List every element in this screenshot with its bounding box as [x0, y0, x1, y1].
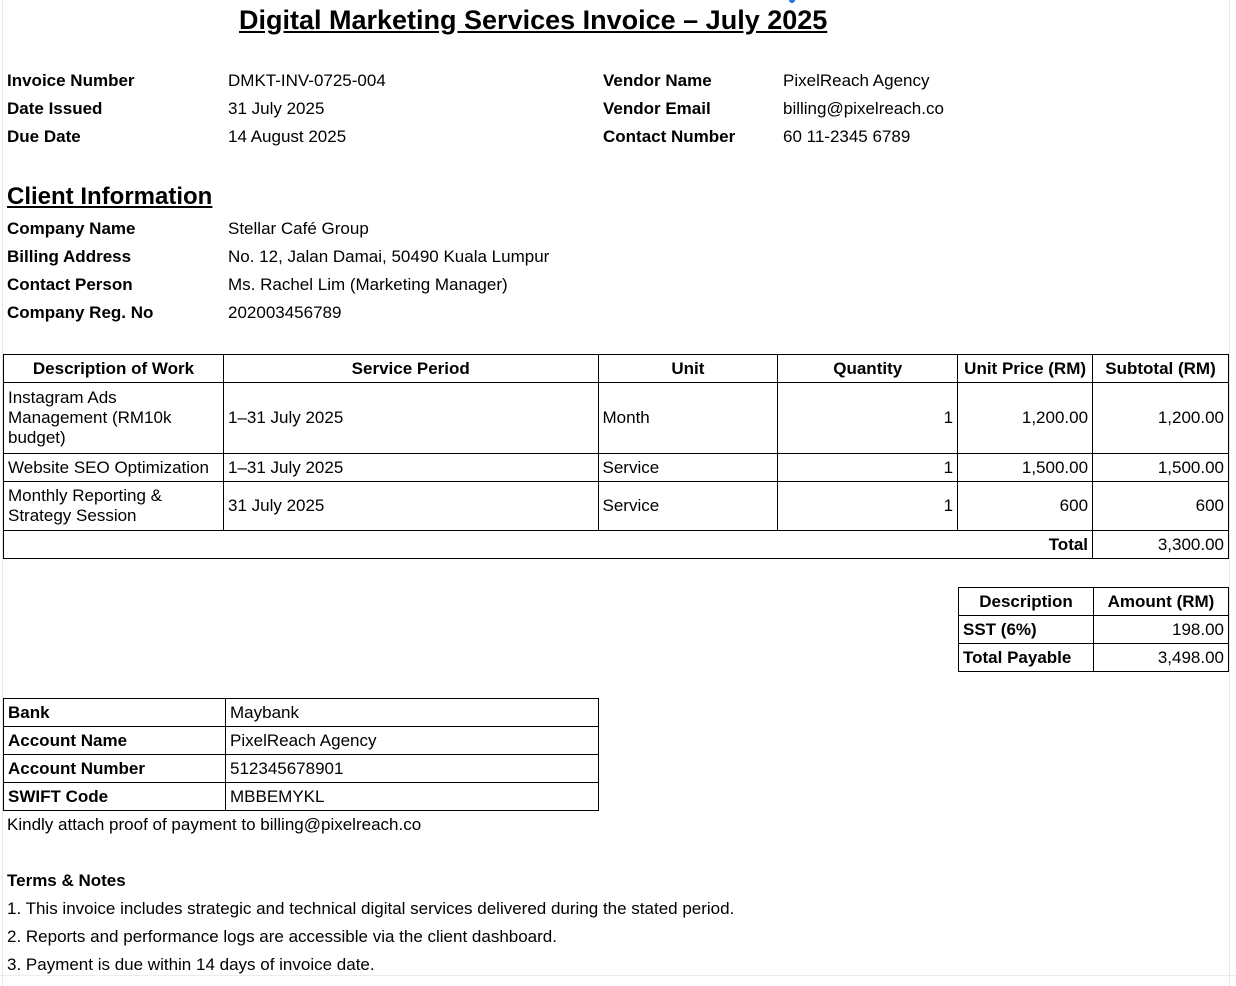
- col-header: Unit: [598, 355, 778, 383]
- bank-details-table: [3, 698, 599, 811]
- table-row: [4, 727, 599, 755]
- cell-description: Website SEO Optimization: [4, 454, 224, 482]
- contact-person-value: Ms. Rachel Lim (Marketing Manager): [228, 275, 508, 294]
- bank-value: Maybank: [226, 699, 599, 727]
- table-row: [959, 616, 1229, 644]
- vendor-email-value: billing@pixelreach.co: [783, 99, 944, 118]
- bank-label: Bank: [4, 699, 226, 727]
- due-date-value: 14 August 2025: [228, 127, 347, 146]
- company-name-label: Company Name: [7, 219, 136, 238]
- col-header: Description: [959, 588, 1094, 616]
- contact-number-label: Contact Number: [603, 127, 736, 146]
- col-header: Subtotal (RM): [1093, 355, 1229, 383]
- table-row: [4, 383, 1229, 454]
- cell-quantity: 1: [778, 482, 958, 531]
- terms-item: 1. This invoice includes strategic and technical digital services delivered during the stated period.: [7, 899, 735, 918]
- table-row: [959, 644, 1229, 672]
- col-header: Service Period: [223, 355, 598, 383]
- total-payable-label: Total Payable: [959, 644, 1094, 672]
- vendor-email-label: Vendor Email: [603, 99, 711, 118]
- table-header-row: [4, 355, 1229, 383]
- col-header: Unit Price (RM): [958, 355, 1093, 383]
- table-row: [4, 482, 1229, 531]
- cell-subtotal: 1,200.00: [1093, 383, 1229, 454]
- col-header: Amount (RM): [1094, 588, 1229, 616]
- contact-number-value: 60 11-2345 6789: [783, 127, 911, 146]
- col-header: Description of Work: [4, 355, 224, 383]
- account-name-label: Account Name: [4, 727, 226, 755]
- due-date-label: Due Date: [7, 127, 81, 146]
- cell-unit-price: 1,500.00: [958, 454, 1093, 482]
- billing-address-label: Billing Address: [7, 247, 132, 266]
- cell-unit: Service: [598, 454, 778, 482]
- cell-description: Monthly Reporting & Strategy Session: [4, 482, 224, 531]
- cell-subtotal: 600: [1093, 482, 1229, 531]
- table-row: [4, 755, 599, 783]
- cell-unit: Month: [598, 383, 778, 454]
- company-name-value: Stellar Café Group: [228, 219, 369, 238]
- table-header-row: [959, 588, 1229, 616]
- total-row: [4, 531, 1229, 559]
- table-row: [4, 699, 599, 727]
- cursor-marker: [789, 0, 795, 3]
- swift-code-value: MBBEMYKL: [226, 783, 599, 811]
- summary-table: [958, 587, 1229, 672]
- payment-note: Kindly attach proof of payment to billing@pixelreach.co: [7, 815, 422, 834]
- date-issued-label: Date Issued: [7, 99, 103, 118]
- cell-description: Instagram Ads Management (RM10k budget): [4, 383, 224, 454]
- col-header: Quantity: [778, 355, 958, 383]
- services-table: [3, 354, 1229, 559]
- grid-line: [0, 975, 1236, 976]
- cell-subtotal: 1,500.00: [1093, 454, 1229, 482]
- invoice-number-label: Invoice Number: [7, 71, 135, 90]
- cell-quantity: 1: [778, 454, 958, 482]
- company-reg-value: 202003456789: [228, 303, 342, 322]
- cell-unit: Service: [598, 482, 778, 531]
- total-value: 3,300.00: [1093, 531, 1229, 559]
- total-payable-value: 3,498.00: [1094, 644, 1229, 672]
- company-reg-label: Company Reg. No: [7, 303, 154, 322]
- grid-line: [1229, 0, 1230, 986]
- table-row: [4, 454, 1229, 482]
- billing-address-value: No. 12, Jalan Damai, 50490 Kuala Lumpur: [228, 247, 550, 266]
- sst-label: SST (6%): [959, 616, 1094, 644]
- invoice-number-value: DMKT-INV-0725-004: [228, 71, 386, 90]
- total-label: Total: [4, 531, 1093, 559]
- invoice-title: Digital Marketing Services Invoice – July 2025: [239, 5, 828, 35]
- sst-value: 198.00: [1094, 616, 1229, 644]
- vendor-name-value: PixelReach Agency: [783, 71, 930, 90]
- terms-item: 2. Reports and performance logs are accessible via the client dashboard.: [7, 927, 557, 946]
- swift-code-label: SWIFT Code: [4, 783, 226, 811]
- date-issued-value: 31 July 2025: [228, 99, 325, 118]
- terms-heading: Terms & Notes: [7, 871, 126, 890]
- account-number-label: Account Number: [4, 755, 226, 783]
- contact-person-label: Contact Person: [7, 275, 133, 294]
- terms-item: 3. Payment is due within 14 days of invoice date.: [7, 955, 375, 974]
- cell-unit-price: 600: [958, 482, 1093, 531]
- cell-quantity: 1: [778, 383, 958, 454]
- cell-period: 1–31 July 2025: [223, 383, 598, 454]
- cell-unit-price: 1,200.00: [958, 383, 1093, 454]
- cell-period: 31 July 2025: [223, 482, 598, 531]
- vendor-name-label: Vendor Name: [603, 71, 712, 90]
- cell-period: 1–31 July 2025: [223, 454, 598, 482]
- account-name-value: PixelReach Agency: [226, 727, 599, 755]
- table-row: [4, 783, 599, 811]
- client-info-heading: Client Information: [7, 183, 213, 210]
- account-number-value: 512345678901: [226, 755, 599, 783]
